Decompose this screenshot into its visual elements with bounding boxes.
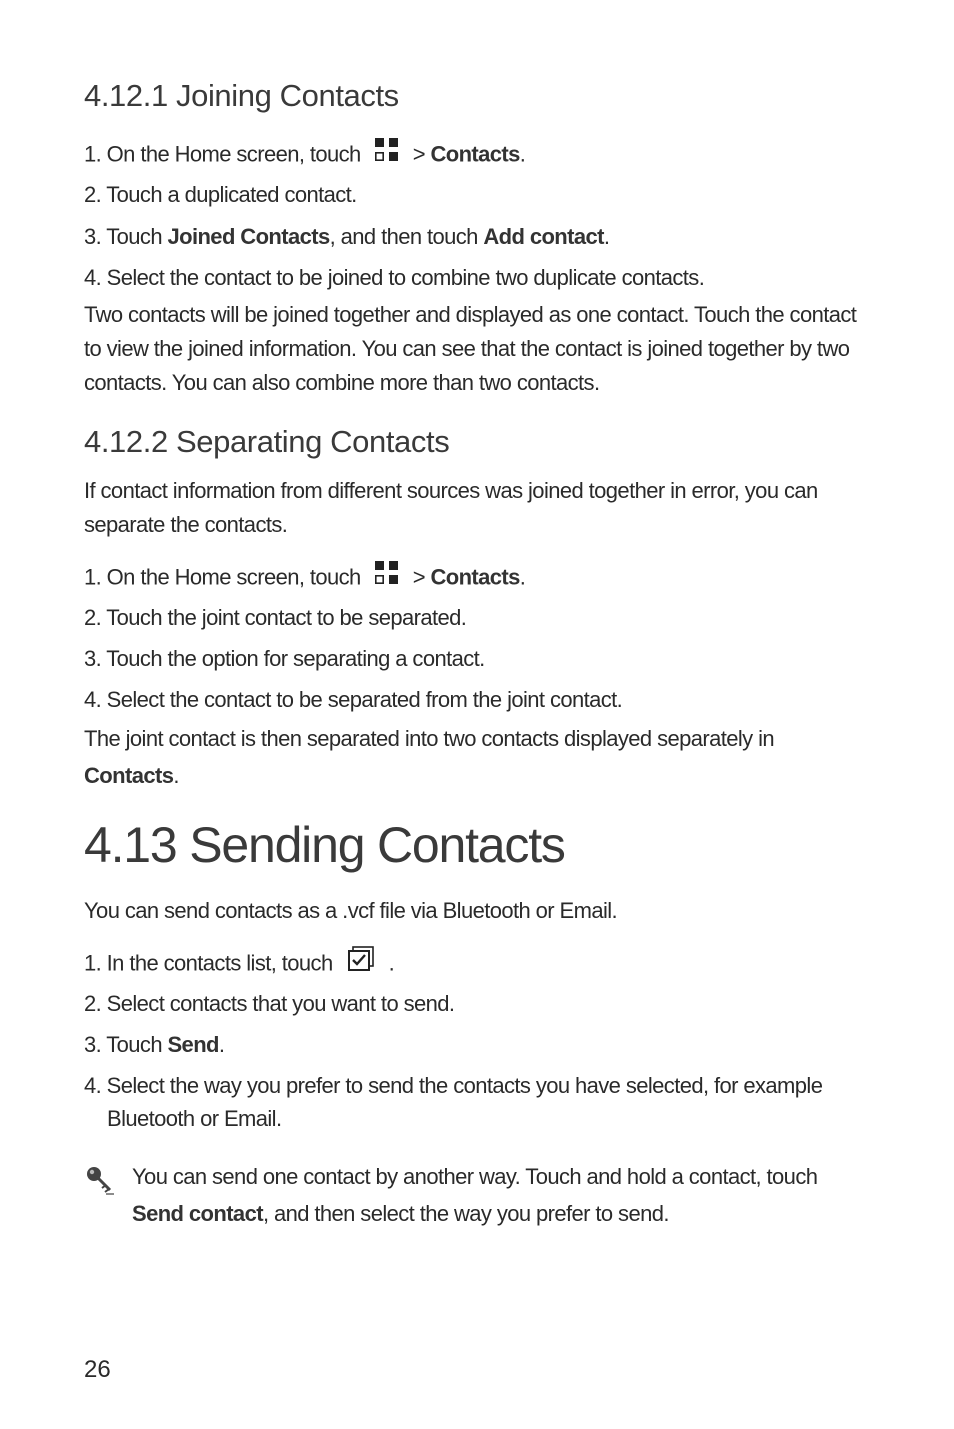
sending-intro: You can send contacts as a .vcf file via Bluetooth or Email. [84, 898, 618, 923]
section-heading-sending: 4.13 Sending Contacts [84, 817, 565, 873]
sending-step-3: 3. Touch Send. [84, 1032, 225, 1057]
joining-step-4: 4. Select the contact to be joined to combine two duplicate contacts. [84, 265, 705, 290]
sending-step-4-continued: Bluetooth or Email. [107, 1106, 282, 1131]
page-number: 26 [84, 1356, 111, 1383]
separating-step-1: 1. On the Home screen, touch > Contacts. [84, 563, 525, 594]
section-heading-separating: 4.12.2 Separating Contacts [84, 424, 450, 459]
joining-paragraph: Two contacts will be joined together and displayed as one contact. Touch the contact to view the joined information. You can see that the contact is joined together by two contacts. You can also combine more than two contacts. [84, 302, 857, 395]
multi-select-icon [347, 946, 375, 979]
tip-note: You can send one contact by another way. Touch and hold a contact, touch Send contact, and then select the way you prefer to send. [132, 1164, 818, 1226]
sending-step-4: 4. Select the way you prefer to send the contacts you have selected, for example [84, 1073, 823, 1098]
apps-grid-icon [375, 138, 399, 169]
apps-grid-icon [375, 561, 399, 592]
joining-step-2: 2. Touch a duplicated contact. [84, 182, 357, 207]
sending-step-1: 1. In the contacts list, touch . [84, 948, 394, 981]
separating-step-4: 4. Select the contact to be separated from the joint contact. [84, 687, 623, 712]
separating-step-3: 3. Touch the option for separating a contact. [84, 646, 485, 671]
section-heading-joining: 4.12.1 Joining Contacts [84, 78, 399, 113]
separating-outro: The joint contact is then separated into two contacts displayed separately in Contacts. [84, 726, 775, 788]
separating-step-2: 2. Touch the joint contact to be separated. [84, 605, 467, 630]
joining-step-3: 3. Touch Joined Contacts, and then touch Add contact. [84, 224, 610, 249]
separating-intro: If contact information from different sources was joined together in error, you can separate the contacts. [84, 478, 818, 537]
joining-step-1: 1. On the Home screen, touch > Contacts. [84, 140, 525, 171]
tip-icon [84, 1164, 118, 1203]
sending-step-2: 2. Select contacts that you want to send. [84, 991, 455, 1016]
